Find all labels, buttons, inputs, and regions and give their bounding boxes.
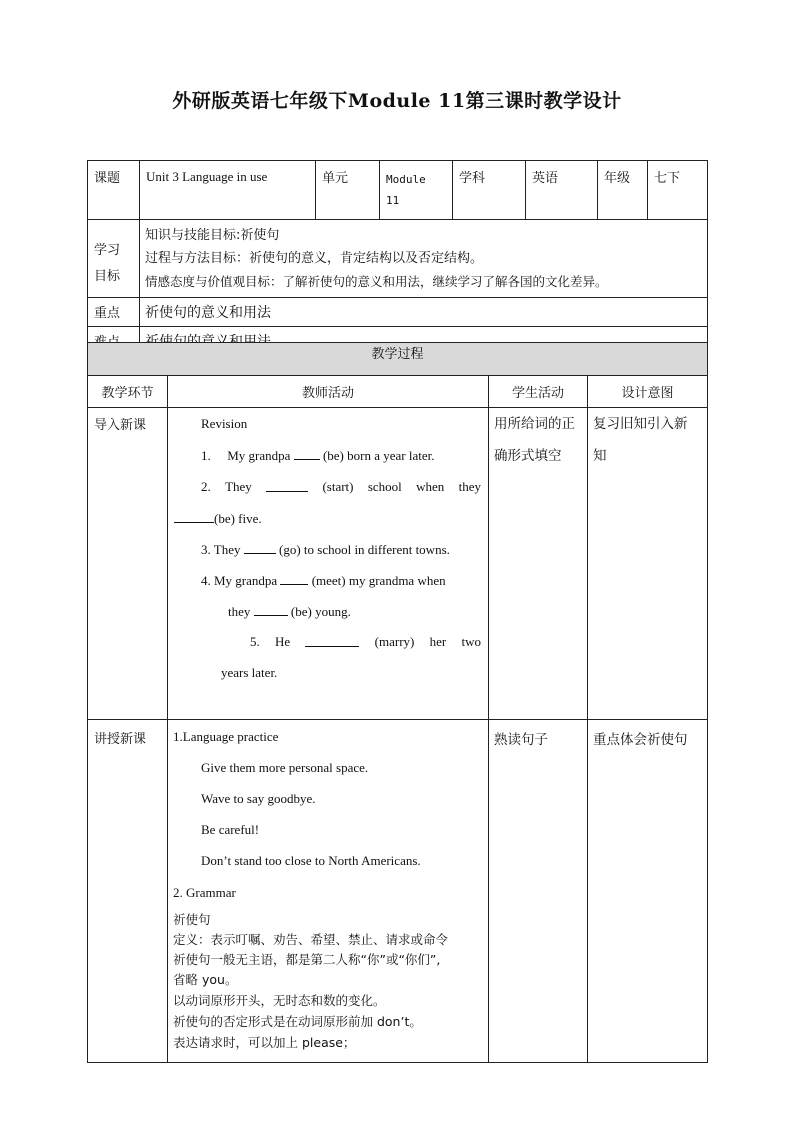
- lead-in-student-1: 用所给词的正: [494, 416, 575, 432]
- exercise-5-num: 5.: [250, 634, 260, 649]
- goal-knowledge: 知识与技能目标:祈使句: [145, 228, 280, 243]
- exercise-4: [201, 572, 446, 589]
- exercise-4-text-d: (be) young.: [290, 604, 351, 619]
- exercise-4-blank-2: [254, 603, 288, 616]
- goal-process: 过程与方法目标：祈使句的意义，肯定结构以及否定结构。: [145, 251, 484, 266]
- col-teacher: 教师活动: [168, 376, 489, 408]
- lead-in-intent: [588, 408, 708, 720]
- subject-value: 英语: [526, 161, 598, 220]
- practice-sentence-4: Don’t stand too close to North Americans.: [201, 853, 421, 868]
- grade-label: 年级: [598, 161, 648, 220]
- grammar-rule-subject: 祈使句一般无主语，都是第二人称“你”或“你们”,: [173, 952, 441, 967]
- grammar-rule-please: 表达请求时，可以加上 please；: [173, 1035, 356, 1050]
- exercise-1-text-a: My grandpa: [227, 448, 291, 463]
- unit-value: [380, 161, 453, 220]
- grammar-rule-verb: 以动词原形开头，无时态和数的变化。: [173, 993, 386, 1008]
- exercise-5-verb: (marry): [374, 634, 415, 649]
- new-lesson-student: 熟读句子: [489, 720, 588, 1063]
- col-student: 学生活动: [489, 376, 588, 408]
- exercise-1-blank: [294, 447, 320, 460]
- unit-label: 单元: [316, 161, 380, 220]
- exercise-5-word-her: her: [429, 634, 447, 649]
- lead-in-student-2: 确形式填空: [494, 448, 562, 464]
- exercise-1-num: 1.: [201, 448, 211, 463]
- focus-value: 祈使句的意义和用法: [140, 298, 708, 327]
- exercise-3: [201, 541, 450, 558]
- exercise-2-num: 2.: [201, 479, 211, 494]
- page-title: 外研版英语七年级下Module 11第三课时教学设计: [172, 90, 622, 112]
- goals-label-1: 学习: [94, 243, 121, 258]
- grammar-rule-subject-cont: 省略 you。: [173, 972, 238, 987]
- lead-in-stage: 导入新课: [88, 408, 168, 720]
- exercise-3-text-b: (go) to school in different towns.: [278, 542, 450, 557]
- process-table: [87, 342, 708, 1063]
- col-intent: 设计意图: [588, 376, 708, 408]
- practice-sentence-2: Wave to say goodbye.: [201, 791, 316, 806]
- new-lesson-stage: 讲授新课: [88, 720, 168, 1063]
- exercise-2-tail: (be) five.: [214, 511, 262, 526]
- exercise-2: [201, 479, 481, 495]
- exercise-1-text-b: (be) born a year later.: [322, 448, 435, 463]
- goals-label: [88, 220, 140, 298]
- exercise-5-word-two: two: [461, 634, 481, 649]
- lead-in-student: [489, 408, 588, 720]
- grammar-topic: 祈使句: [173, 912, 211, 927]
- practice-sentence-1: Give them more personal space.: [201, 760, 369, 775]
- new-lesson-intent: 重点体会祈使句: [588, 720, 708, 1063]
- lead-in-intent-1: 复习旧知引入新: [593, 416, 688, 432]
- topic-label: 课题: [88, 161, 140, 220]
- goal-attitude: 情感态度与价值观目标：了解祈使句的意义和用法，继续学习了解各国的文化差异。: [145, 274, 608, 289]
- revision-heading: Revision: [201, 416, 248, 431]
- subject-label: 学科: [453, 161, 526, 220]
- grade-value: 七下: [648, 161, 708, 220]
- process-header: 教学过程: [88, 343, 708, 376]
- topic-value: Unit 3 Language in use: [140, 161, 316, 220]
- exercise-5-subject: He: [275, 634, 291, 649]
- info-table: [87, 160, 708, 356]
- exercise-5-blank: [305, 634, 359, 647]
- exercise-2-word-they: they: [458, 479, 481, 494]
- exercise-2-word-school: school: [367, 479, 402, 494]
- grammar-heading: 2. Grammar: [173, 885, 236, 900]
- grammar-rule-negative: 祈使句的否定形式是在动词原形前加 don’t。: [173, 1014, 422, 1029]
- exercise-4-text-b: (meet) my grandma when: [311, 573, 446, 588]
- exercise-4-blank-1: [280, 572, 308, 585]
- exercise-4-cont: [228, 603, 351, 620]
- goals-content: [140, 220, 708, 298]
- exercise-5-cont: years later.: [221, 665, 278, 680]
- exercise-3-text-a: 3. They: [201, 542, 241, 557]
- unit-value-line2: 11: [386, 194, 400, 207]
- exercise-4-text-c: they: [228, 604, 251, 619]
- lead-in-teacher: [168, 408, 489, 720]
- exercise-3-blank: [244, 541, 276, 554]
- language-practice-heading: 1.Language practice: [173, 729, 279, 744]
- grammar-definition: 定义：表示叮嘱、劝告、希望、禁止、请求或命令: [173, 932, 449, 947]
- exercise-2-blank-2: [174, 510, 214, 523]
- col-stage: 教学环节: [88, 376, 168, 408]
- exercise-5: [250, 634, 481, 650]
- exercise-2-verb: (start): [322, 479, 354, 494]
- lead-in-intent-2: 知: [593, 448, 607, 464]
- focus-label: 重点: [88, 298, 140, 327]
- exercise-2-blank-1: [266, 479, 308, 492]
- new-lesson-teacher: [168, 720, 489, 1063]
- exercise-1: [201, 447, 434, 464]
- exercise-2-cont: [174, 510, 262, 527]
- exercise-2-subject: They: [225, 479, 252, 494]
- practice-sentence-3: Be careful!: [201, 822, 260, 837]
- unit-value-line1: Module: [386, 173, 426, 186]
- goals-label-2: 目标: [94, 269, 121, 284]
- exercise-4-text-a: 4. My grandpa: [201, 573, 278, 588]
- exercise-2-word-when: when: [416, 479, 445, 494]
